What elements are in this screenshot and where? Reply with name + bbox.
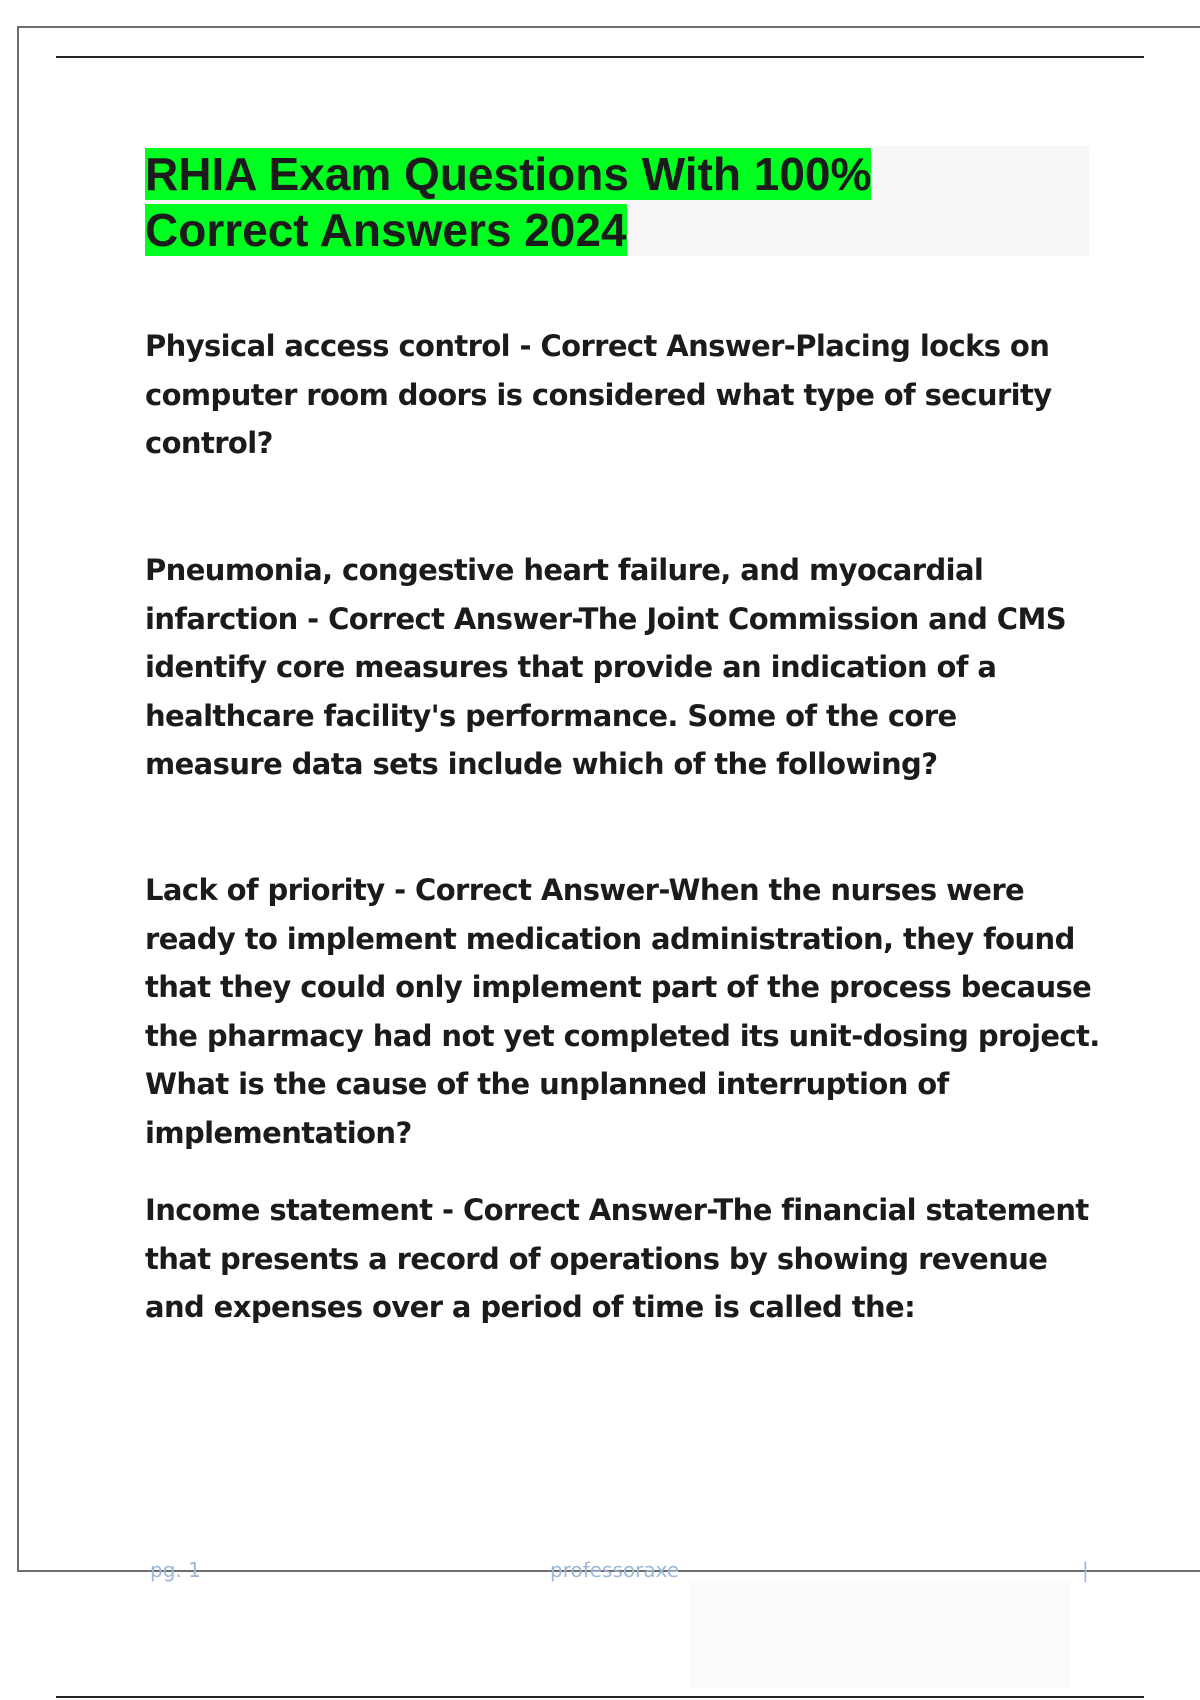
document-title bbox=[145, 146, 945, 258]
question-item: Pneumonia, congestive heart failure, and myocardial infarction - Correct Answer-The Joint Commission and CMS identify core measures that provide an indication of a healthcare facility's performance. Some of the core measure data sets include which of the following? bbox=[145, 553, 1067, 781]
footer-author: professoraxe bbox=[550, 1558, 680, 1582]
page-number: pg. 1 bbox=[150, 1558, 201, 1582]
footer-shade bbox=[690, 1580, 1070, 1688]
footer-separator: | bbox=[1082, 1558, 1089, 1582]
header-rule bbox=[56, 56, 1144, 58]
bottom-rule bbox=[56, 1696, 1144, 1698]
question-item: Physical access control - Correct Answer-Placing locks on computer room doors is considered what type of security control? bbox=[145, 329, 1052, 460]
question-item: Income statement - Correct Answer-The financial statement that presents a record of operations by showing revenue and expenses over a period of time is called the: bbox=[145, 1193, 1089, 1324]
question-item: Lack of priority - Correct Answer-When the nurses were ready to implement medication administration, they found that they could only implement part of the process because the pharmacy had not yet completed its unit-dosing project. What is the cause of the unplanned interruption of implementation? bbox=[145, 873, 1100, 1150]
title-highlight: RHIA Exam Questions With 100% Correct Answers 2024 bbox=[145, 148, 872, 256]
